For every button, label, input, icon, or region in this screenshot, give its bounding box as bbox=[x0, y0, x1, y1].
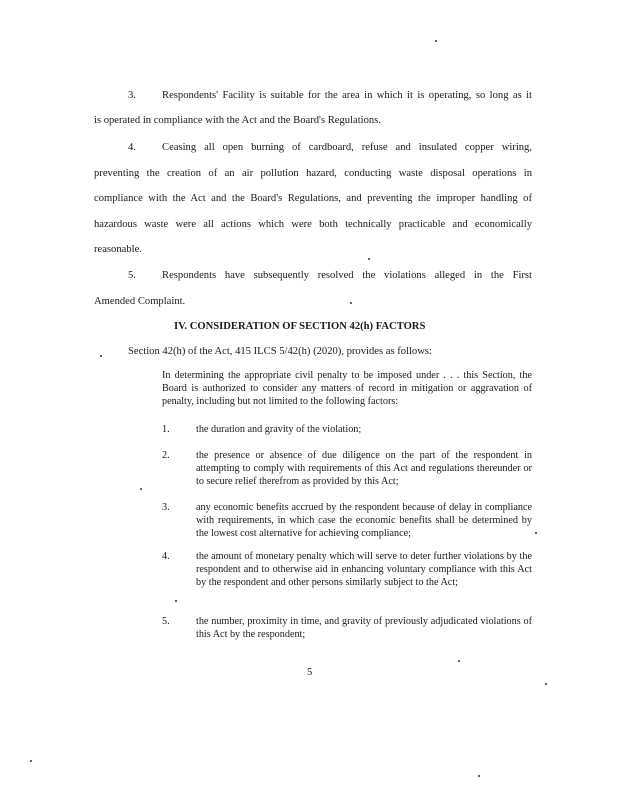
scan-speck bbox=[435, 40, 437, 42]
scan-speck bbox=[175, 600, 177, 602]
scan-speck bbox=[368, 258, 370, 260]
factor-4-number: 4. bbox=[162, 551, 170, 562]
paragraph-5-number: 5. bbox=[128, 270, 136, 281]
paragraph-4-line-4: hazardous waste were all actions which were both technically practicable and economically bbox=[94, 219, 532, 230]
scan-speck bbox=[545, 683, 547, 685]
factor-1-text: the duration and gravity of the violation; bbox=[196, 424, 362, 435]
factor-1-number: 1. bbox=[162, 424, 170, 435]
section-heading: IV. CONSIDERATION OF SECTION 42(h) FACTORS bbox=[174, 321, 426, 332]
factor-2-number: 2. bbox=[162, 450, 170, 461]
scan-speck bbox=[30, 760, 32, 762]
factor-3-text: any economic benefits accrued by the respondent because of delay in compliance with requirements, in which case the economic benefits shall be determined by the lowest cost alternative for achieving compliance; bbox=[196, 502, 532, 539]
paragraph-5-line-1: Respondents have subsequently resolved the violations alleged in the First bbox=[162, 270, 532, 281]
paragraph-3-number: 3. bbox=[128, 90, 136, 101]
scan-speck bbox=[140, 488, 142, 490]
scan-speck bbox=[350, 302, 352, 304]
scan-speck bbox=[100, 355, 102, 357]
paragraph-4-number: 4. bbox=[128, 142, 136, 153]
factor-2-text: the presence or absence of due diligence on the part of the respondent in attempting to comply with requirements of this Act and regulations thereunder or to secure relief therefrom as provided by this Act; bbox=[196, 450, 532, 487]
scan-speck bbox=[458, 660, 460, 662]
paragraph-4-line-3: compliance with the Act and the Board's Regulations, and preventing the improper handling of bbox=[94, 193, 532, 204]
page-number: 5 bbox=[307, 667, 313, 678]
factor-5-text: the number, proximity in time, and gravity of previously adjudicated violations of this Act by the respondent; bbox=[196, 616, 532, 640]
paragraph-4-line-1: Ceasing all open burning of cardboard, refuse and insulated copper wiring, bbox=[162, 142, 532, 153]
paragraph-5-line-2: Amended Complaint. bbox=[94, 296, 186, 307]
section-intro: Section 42(h) of the Act, 415 ILCS 5/42(h) (2020), provides as follows: bbox=[128, 346, 432, 357]
paragraph-4-line-5: reasonable. bbox=[94, 244, 142, 255]
factor-4-text: the amount of monetary penalty which will serve to deter further violations by the respondent and to otherwise aid in enhancing voluntary compliance with this Act by the respondent and other persons similarly subject to the Act; bbox=[196, 551, 532, 588]
scan-speck bbox=[535, 532, 537, 534]
paragraph-4-line-2: preventing the creation of an air pollution hazard, conducting waste disposal operations in bbox=[94, 168, 532, 179]
factor-5-number: 5. bbox=[162, 616, 170, 627]
scan-speck bbox=[478, 775, 480, 777]
paragraph-3-line-2: is operated in compliance with the Act and the Board's Regulations. bbox=[94, 115, 381, 126]
paragraph-3-line-1: Respondents' Facility is suitable for the area in which it is operating, so long as it bbox=[162, 90, 532, 101]
quote-intro: In determining the appropriate civil penalty to be imposed under . . . this Section, the Board is authorized to consider any matters of record in mitigation or aggravation of penalty, including but not limited to the following factors: bbox=[162, 370, 532, 407]
factor-3-number: 3. bbox=[162, 502, 170, 513]
